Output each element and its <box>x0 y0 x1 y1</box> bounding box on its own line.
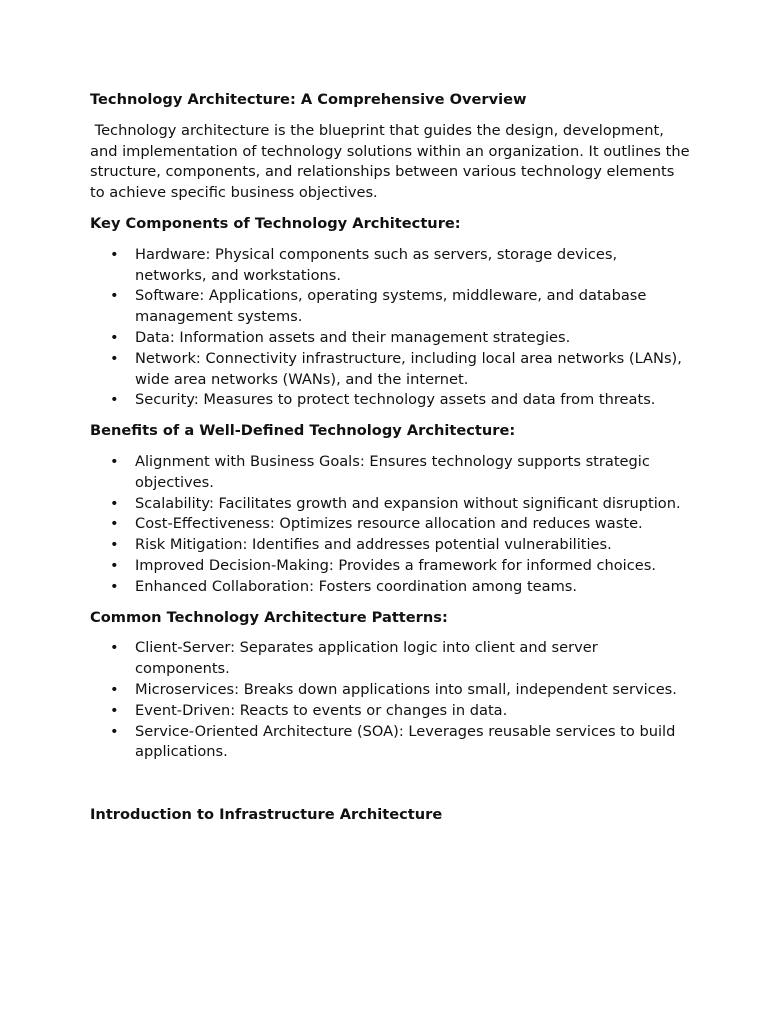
list-item <box>90 494 690 515</box>
list-item <box>90 638 690 680</box>
bullet-icon: • <box>110 349 119 367</box>
list-item-text: Improved Decision-Making: Provides a framework for informed choices. <box>135 556 656 574</box>
document-page <box>90 90 695 826</box>
list-item <box>90 452 690 494</box>
list-item <box>90 722 690 764</box>
list-item <box>90 701 690 722</box>
list-item <box>90 577 690 598</box>
list-item <box>90 328 690 349</box>
list-item-text: Software: Applications, operating systems, middleware, and database management systems. <box>135 287 647 326</box>
list-item-text: Security: Measures to protect technology assets and data from threats. <box>135 391 656 409</box>
list-item <box>90 390 690 411</box>
bullet-icon: • <box>110 701 119 719</box>
bullet-icon: • <box>110 639 119 657</box>
list-item-text: Cost-Effectiveness: Optimizes resource allocation and reduces waste. <box>135 515 643 533</box>
list-item-text: Data: Information assets and their management strategies. <box>135 328 571 346</box>
list-item-text: Microservices: Breaks down applications into small, independent services. <box>135 680 677 698</box>
list-item-text: Risk Mitigation: Identifies and addresses potential vulnerabilities. <box>135 536 612 554</box>
list-item <box>90 245 690 287</box>
bullet-icon: • <box>110 245 119 263</box>
list-item-text: Event-Driven: Reacts to events or changes in data. <box>135 701 508 719</box>
list-item <box>90 349 690 391</box>
bullet-icon: • <box>110 391 119 409</box>
bullet-icon: • <box>110 536 119 554</box>
list-item-text: Service-Oriented Architecture (SOA): Leverages reusable services to build applications. <box>135 722 676 761</box>
bullet-icon: • <box>110 328 119 346</box>
list-item-text: Client-Server: Separates application logic into client and server components. <box>135 639 598 678</box>
section-spacer <box>90 763 690 805</box>
bullet-icon: • <box>110 452 119 470</box>
bullet-icon: • <box>110 577 119 595</box>
list-item <box>90 514 690 535</box>
list-item-text: Alignment with Business Goals: Ensures technology supports strategic objectives. <box>135 452 650 491</box>
list-item-text: Enhanced Collaboration: Fosters coordination among teams. <box>135 577 578 595</box>
bullet-icon: • <box>110 494 119 512</box>
list-item <box>90 680 690 701</box>
list-item <box>90 286 690 328</box>
list-item-text: Scalability: Facilitates growth and expansion without significant disruption. <box>135 494 681 512</box>
list-item-text: Hardware: Physical components such as servers, storage devices, networks, and workstations. <box>135 245 618 284</box>
bullet-icon: • <box>110 680 119 698</box>
patterns-list <box>90 638 690 763</box>
section-heading-benefits: Benefits of a Well-Defined Technology Architecture: <box>90 422 516 440</box>
list-item-text: Network: Connectivity infrastructure, including local area networks (LANs), wide area networks (WANs), and the internet. <box>135 349 682 388</box>
section-heading-key-components: Key Components of Technology Architecture: <box>90 214 461 232</box>
key-components-list <box>90 245 690 411</box>
intro-paragraph: Technology architecture is the blueprint that guides the design, development, and implementation of technology solutions within an organization. It outlines the structure, components, and relationships between various technology elements to achieve specific business objectives. <box>90 121 695 202</box>
section-heading-patterns: Common Technology Architecture Patterns: <box>90 608 448 626</box>
bullet-icon: • <box>110 722 119 740</box>
benefits-list <box>90 452 690 598</box>
document-title: Technology Architecture: A Comprehensive Overview <box>90 91 527 108</box>
section-heading-infrastructure: Introduction to Infrastructure Architecture <box>90 806 443 824</box>
bullet-icon: • <box>110 287 119 305</box>
bullet-icon: • <box>110 515 119 533</box>
list-item <box>90 535 690 556</box>
list-item <box>90 556 690 577</box>
bullet-icon: • <box>110 556 119 574</box>
